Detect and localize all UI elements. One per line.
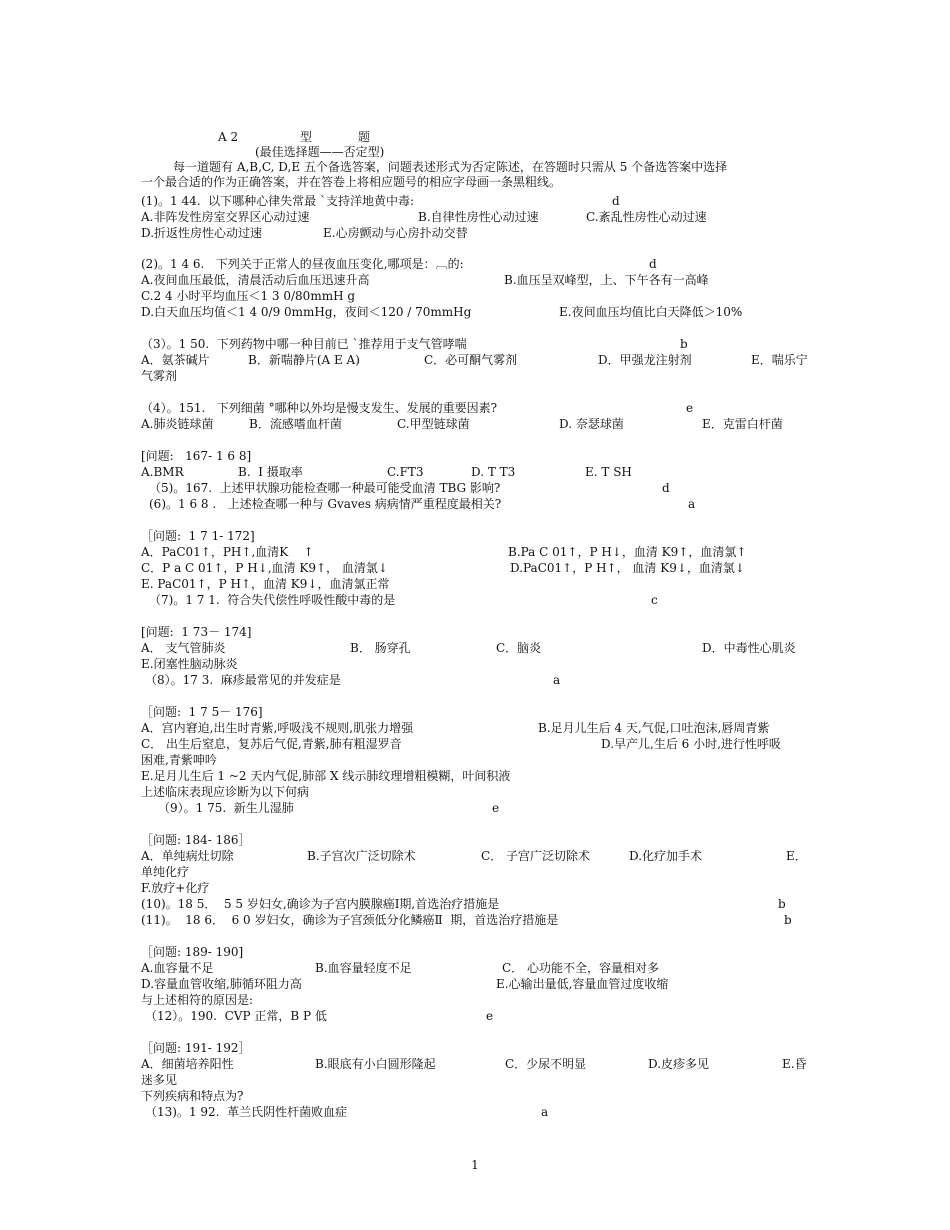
q5-answer: d bbox=[662, 481, 670, 495]
g7-prompt: 下列疾病和特点为? bbox=[141, 1089, 244, 1103]
group-171-172-header: ［问题: 1 7 1- 172] bbox=[141, 529, 255, 543]
g4-option-d: D.早产儿,生后 6 小时,进行性呼吸 bbox=[601, 737, 781, 751]
g5-option-b: B.子宫次广泛切除术 bbox=[307, 849, 416, 863]
title-part-type: 型 bbox=[300, 130, 313, 144]
q3-stem: （3）。1 50. 下列药物中哪一种目前已 `推荐用于支气管哮喘 bbox=[141, 337, 467, 351]
q2-option-d: D.白天血压均值＜1 4 0/9 0mmHg，夜间＜120 / 70mmHg bbox=[141, 305, 472, 319]
q4-option-b: B．流感嗜血杆菌 bbox=[249, 417, 342, 431]
g6-option-d: D.容量血管收缩,肺循环阻力高 bbox=[141, 977, 302, 991]
g5-option-e: E． bbox=[786, 849, 807, 863]
g3-option-c: C．脑炎 bbox=[496, 641, 542, 655]
q11-stem: (11)。 18 6． 6 0 岁妇女，确诊为子宫颈低分化鳞癌Ⅱ 期，首选治疗措施是 bbox=[141, 913, 559, 927]
q6-answer: a bbox=[688, 497, 696, 511]
q9-stem: （9）。1 75. 新生儿湿肺 bbox=[158, 801, 294, 815]
q13-stem: （13)。1 92. 革兰氏阴性杆菌败血症 bbox=[145, 1105, 348, 1119]
q2-option-b: B.血压呈双峰型，上、下午各有一高峰 bbox=[504, 273, 709, 287]
group-167-168-header: [问题: 167- 1 6 8] bbox=[141, 449, 252, 463]
subtitle: (最佳选择题——否定型) bbox=[255, 145, 385, 159]
g6-option-b: B.血容量轻度不足 bbox=[315, 961, 412, 975]
g6-option-c: C． 心功能不全，容量相对多 bbox=[502, 961, 659, 975]
g4-option-e: E.足月儿生后 1 ~2 天内气促,肺部 X 线示肺纹理增粗模糊，叶间积液 bbox=[141, 769, 511, 783]
g3-option-d: D．中毒性心肌炎 bbox=[702, 641, 796, 655]
g5-option-f: F.放疗+化疗 bbox=[141, 881, 210, 895]
g5-option-d: D.化疗加手术 bbox=[629, 849, 703, 863]
g2-option-d: D.PaC01↑，P H↑， 血清 K9↓，血清氯↓ bbox=[510, 561, 745, 575]
g3-option-a: A． 支气管肺炎 bbox=[141, 641, 226, 655]
g1-option-e: E. T SH bbox=[585, 465, 632, 479]
g2-option-a: A．PaC01↑，PH↑,血清K ↑ bbox=[141, 545, 314, 559]
g4-option-b: B.足月儿生后 4 天,气促,口吐泡沫,唇周青紫 bbox=[538, 721, 770, 735]
q6-stem: (6)。1 6 8 . 上述检查哪一种与 Gvaves 病病情严重程度最相关? bbox=[149, 497, 502, 511]
q12-answer: e bbox=[486, 1009, 494, 1023]
title-part-a2: A 2 bbox=[218, 130, 239, 144]
g4-option-d-cont: 困难,青紫呻吟 bbox=[141, 753, 217, 767]
intro-line-2: 一个最合适的作为正确答案，并在答卷上将相应题号的相应字母画一条黑粗线。 bbox=[141, 175, 562, 189]
q1-stem: (1)。1 44. 以下哪种心律失常最 `支持洋地黄中毒: bbox=[141, 194, 415, 208]
q10-answer: b bbox=[778, 897, 786, 911]
g7-option-c: C．少尿不明显 bbox=[505, 1057, 587, 1071]
title-part-question: 题 bbox=[358, 130, 371, 144]
g7-option-b: B.眼底有小白圆形隆起 bbox=[315, 1057, 436, 1071]
g6-option-e: E.心输出量低,容量血管过度收缩 bbox=[496, 977, 669, 991]
g2-option-e: E. PaC01↑，P H↑，血清 K9↓，血清氯正常 bbox=[141, 577, 390, 591]
g1-option-b: B. I 摄取率 bbox=[238, 465, 303, 479]
g6-prompt: 与上述相符的原因是: bbox=[141, 993, 254, 1007]
q2-stem: (2)。1 4 6. 下列关于正常人的昼夜血压变化,哪项是：︹的: bbox=[141, 257, 464, 271]
g4-option-a: A．宫内窘迫,出生时青紫,呼吸浅不规则,肌张力增强 bbox=[141, 721, 414, 735]
q3-option-c: C．必可酮气雾剂 bbox=[424, 353, 518, 367]
g3-option-e: E.闭塞性脑动脉炎 bbox=[141, 657, 238, 671]
g5-option-e-cont: 单纯化疗 bbox=[141, 865, 190, 879]
q3-answer: b bbox=[680, 337, 688, 351]
q1-option-d: D.折返性房性心动过速 bbox=[141, 226, 263, 240]
q7-stem: （7)。1 7 1. 符合失代偿性呼吸性酸中毒的是 bbox=[149, 593, 396, 607]
group-191-192-header: ［问题: 191- 192］ bbox=[141, 1041, 251, 1055]
q11-answer: b bbox=[784, 913, 792, 927]
q4-answer: e bbox=[686, 401, 694, 415]
g5-option-a: A．单纯病灶切除 bbox=[141, 849, 234, 863]
g1-option-c: C.FT3 bbox=[387, 465, 424, 479]
intro-line-1: 每一道题有 A,B,C, D,E 五个备选答案，问题表述形式为否定陈述，在答题时只需从 5 个备选答案中选择 bbox=[173, 160, 728, 174]
q4-option-e: E．克雷白杆菌 bbox=[702, 417, 783, 431]
group-184-186-header: ［问题: 184- 186］ bbox=[141, 833, 251, 847]
group-175-176-header: ［问题: 1 7 5－ 176] bbox=[141, 705, 263, 719]
q2-option-a: A.夜间血压最低，清晨活动后血压迅速升高 bbox=[141, 273, 370, 287]
q13-answer: a bbox=[541, 1105, 549, 1119]
g7-option-a: A．细菌培养阳性 bbox=[141, 1057, 234, 1071]
g1-option-d: D. T T3 bbox=[471, 465, 516, 479]
q5-stem: （5)。167. 上述甲状腺功能检查哪一种最可能受血清 TBG 影响? bbox=[149, 481, 501, 495]
q3-option-a: A．氨茶碱片 bbox=[141, 353, 210, 367]
g7-option-e-cont: 迷多见 bbox=[141, 1073, 178, 1087]
q8-answer: a bbox=[553, 673, 561, 687]
q2-answer: d bbox=[649, 257, 657, 271]
q4-option-c: C.甲型链球菌 bbox=[397, 417, 470, 431]
g2-option-b: B.Pa C 01↑，P H↓，血清 K9↑，血清氯↑ bbox=[508, 545, 747, 559]
g1-option-a: A.BMR bbox=[141, 465, 184, 479]
g7-option-e: E.昏 bbox=[782, 1057, 807, 1071]
g3-option-b: B． 肠穿孔 bbox=[350, 641, 411, 655]
q4-stem: （4）。151. 下列细菌 °哪种以外均是慢支发生、发展的重要因素? bbox=[141, 401, 498, 415]
q3-option-e: E．喘乐宁 bbox=[751, 353, 808, 367]
g4-prompt: 上述临床表现应诊断为以下何病 bbox=[141, 785, 310, 799]
g6-option-a: A.血容量不足 bbox=[141, 961, 214, 975]
q1-option-e: E.心房颤动与心房扑动交替 bbox=[323, 226, 468, 240]
g4-option-c: C． 出生后窒息，复苏后气促,青紫,肺有粗湿罗音 bbox=[141, 737, 402, 751]
q2-option-c: C.2 4 小时平均血压＜1 3 0/80mmH g bbox=[141, 289, 356, 303]
q3-option-b: B．新喘静片(A E A) bbox=[248, 353, 360, 367]
q3-option-d: D．甲强龙注射剂 bbox=[598, 353, 692, 367]
page-number: 1 bbox=[471, 1158, 479, 1172]
group-173-174-header: [问题: 1 73－ 174] bbox=[141, 625, 252, 639]
g5-option-c: C． 子宫广泛切除术 bbox=[481, 849, 590, 863]
q12-stem: （12）。190. CVP 正常，B P 低 bbox=[145, 1009, 327, 1023]
q1-answer: d bbox=[612, 194, 620, 208]
g2-option-c: C．P a C 01↑，P H↓,血清 K9↑， 血清氯↓ bbox=[141, 561, 388, 575]
q8-stem: （8）。17 3. 麻疹最常见的并发症是 bbox=[145, 673, 341, 687]
q1-option-c: C.紊乱性房性心动过速 bbox=[586, 210, 707, 224]
q3-option-e-cont: 气雾剂 bbox=[141, 369, 178, 383]
q1-option-a: A.非阵发性房室交界区心动过速 bbox=[141, 210, 310, 224]
q9-answer: e bbox=[492, 801, 500, 815]
q4-option-a: A.肺炎链球菌 bbox=[141, 417, 214, 431]
q7-answer: c bbox=[651, 593, 658, 607]
g7-option-d: D.皮疹多见 bbox=[648, 1057, 710, 1071]
group-189-190-header: ［问题: 189- 190] bbox=[141, 945, 244, 959]
q4-option-d: D. 奈瑟球菌 bbox=[559, 417, 624, 431]
q1-option-b: B.自律性房性心动过速 bbox=[418, 210, 539, 224]
q2-option-e: E.夜间血压均值比白天降低＞10% bbox=[559, 305, 743, 319]
q10-stem: (10)。18 5． 5 5 岁妇女,确诊为子宫内膜腺癌Ⅰ期,首选治疗措施是 bbox=[141, 897, 500, 911]
